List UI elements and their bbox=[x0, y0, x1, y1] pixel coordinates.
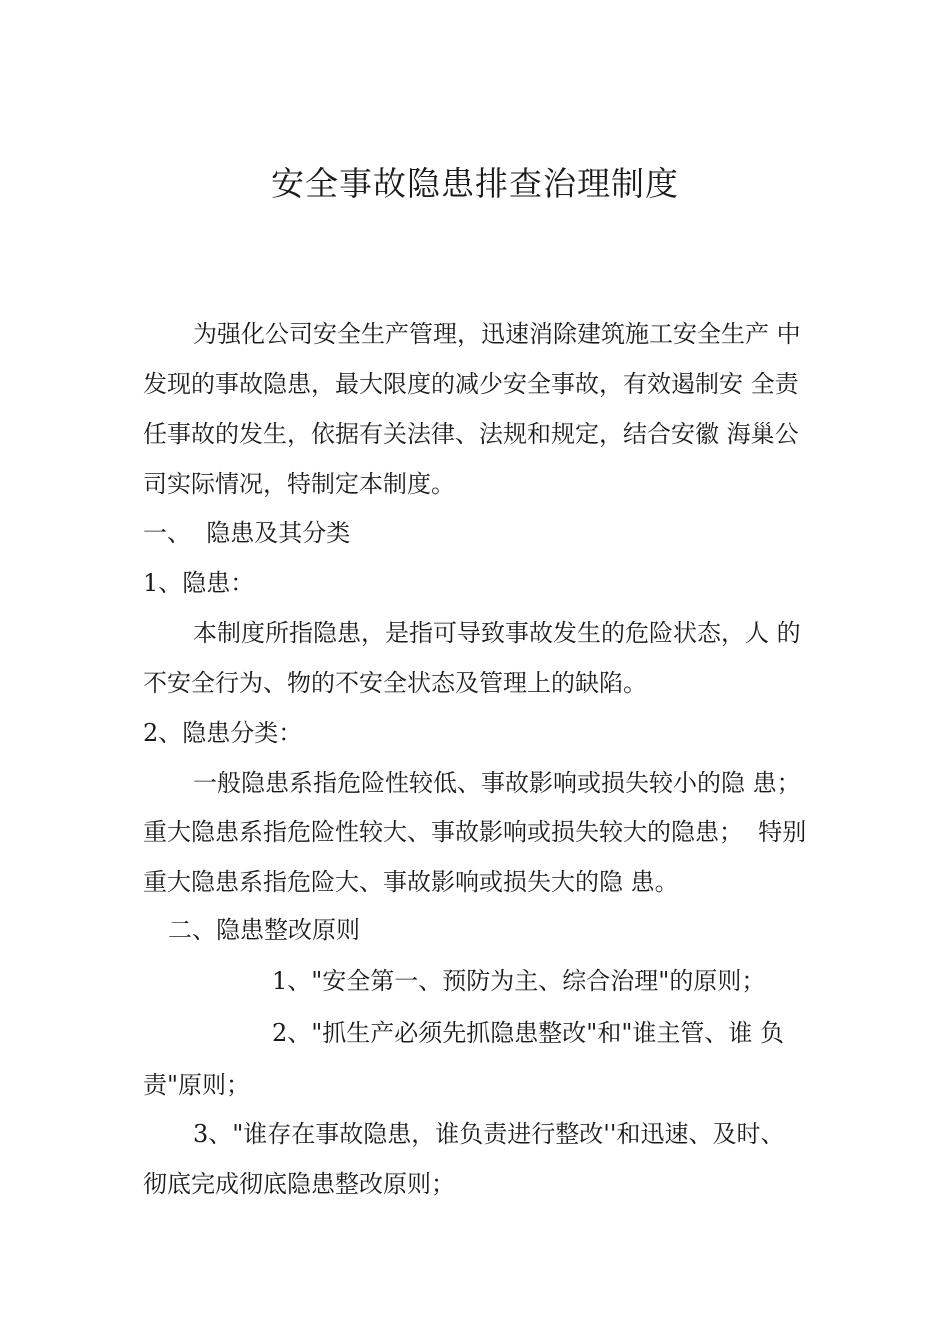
section-1-item-2-heading: 2、隐患分类： bbox=[143, 719, 303, 747]
section-2-principle-2-line-1: 2、"抓生产必须先抓隐患整改"和"谁主管、谁 负 bbox=[272, 1019, 785, 1047]
intro-line-3: 任事故的发生，依据有关法律、法规和规定，结合安徽 海巢公 bbox=[143, 420, 799, 448]
section-2-principle-3-line-2: 彻底完成彻底隐患整改原则； bbox=[143, 1170, 455, 1198]
section-2-principle-3-line-1: 3、"谁存在事故隐患，谁负责进行整改''和迅速、及时、 bbox=[193, 1120, 785, 1148]
section-2-principle-1: 1、"安全第一、预防为主、综合治理"的原则； bbox=[272, 967, 766, 995]
section-2-heading: 二、隐患整改原则 bbox=[168, 916, 360, 944]
section-1-item-2-line-3: 重大隐患系指危险大、事故影响或损失大的隐 患。 bbox=[143, 868, 679, 896]
intro-line-2: 发现的事故隐患，最大限度的减少安全事故，有效遏制安 全责 bbox=[143, 370, 799, 398]
section-1-item-2-line-1: 一般隐患系指危险性较低、事故影响或损失较小的隐 患； bbox=[193, 769, 801, 797]
section-1-item-2-line-2: 重大隐患系指危险性较大、事故影响或损失较大的隐患； 特别 bbox=[143, 818, 807, 846]
section-1-item-1-line-1: 本制度所指隐患，是指可导致事故发生的危险状态，人 的 bbox=[193, 619, 801, 647]
intro-line-1: 为强化公司安全生产管理，迅速消除建筑施工安全生产 中 bbox=[193, 320, 801, 348]
section-1-item-1-line-2: 不安全行为、物的不安全状态及管理上的缺陷。 bbox=[143, 669, 647, 697]
section-2-principle-2-line-2: 责"原则； bbox=[143, 1071, 251, 1099]
section-1-item-1-heading: 1、隐患： bbox=[143, 569, 255, 597]
intro-line-4: 司实际情况，特制定本制度。 bbox=[143, 470, 455, 498]
document-title: 安全事故隐患排查治理制度 bbox=[271, 164, 679, 203]
section-1-heading: 一、 隐患及其分类 bbox=[143, 519, 351, 547]
